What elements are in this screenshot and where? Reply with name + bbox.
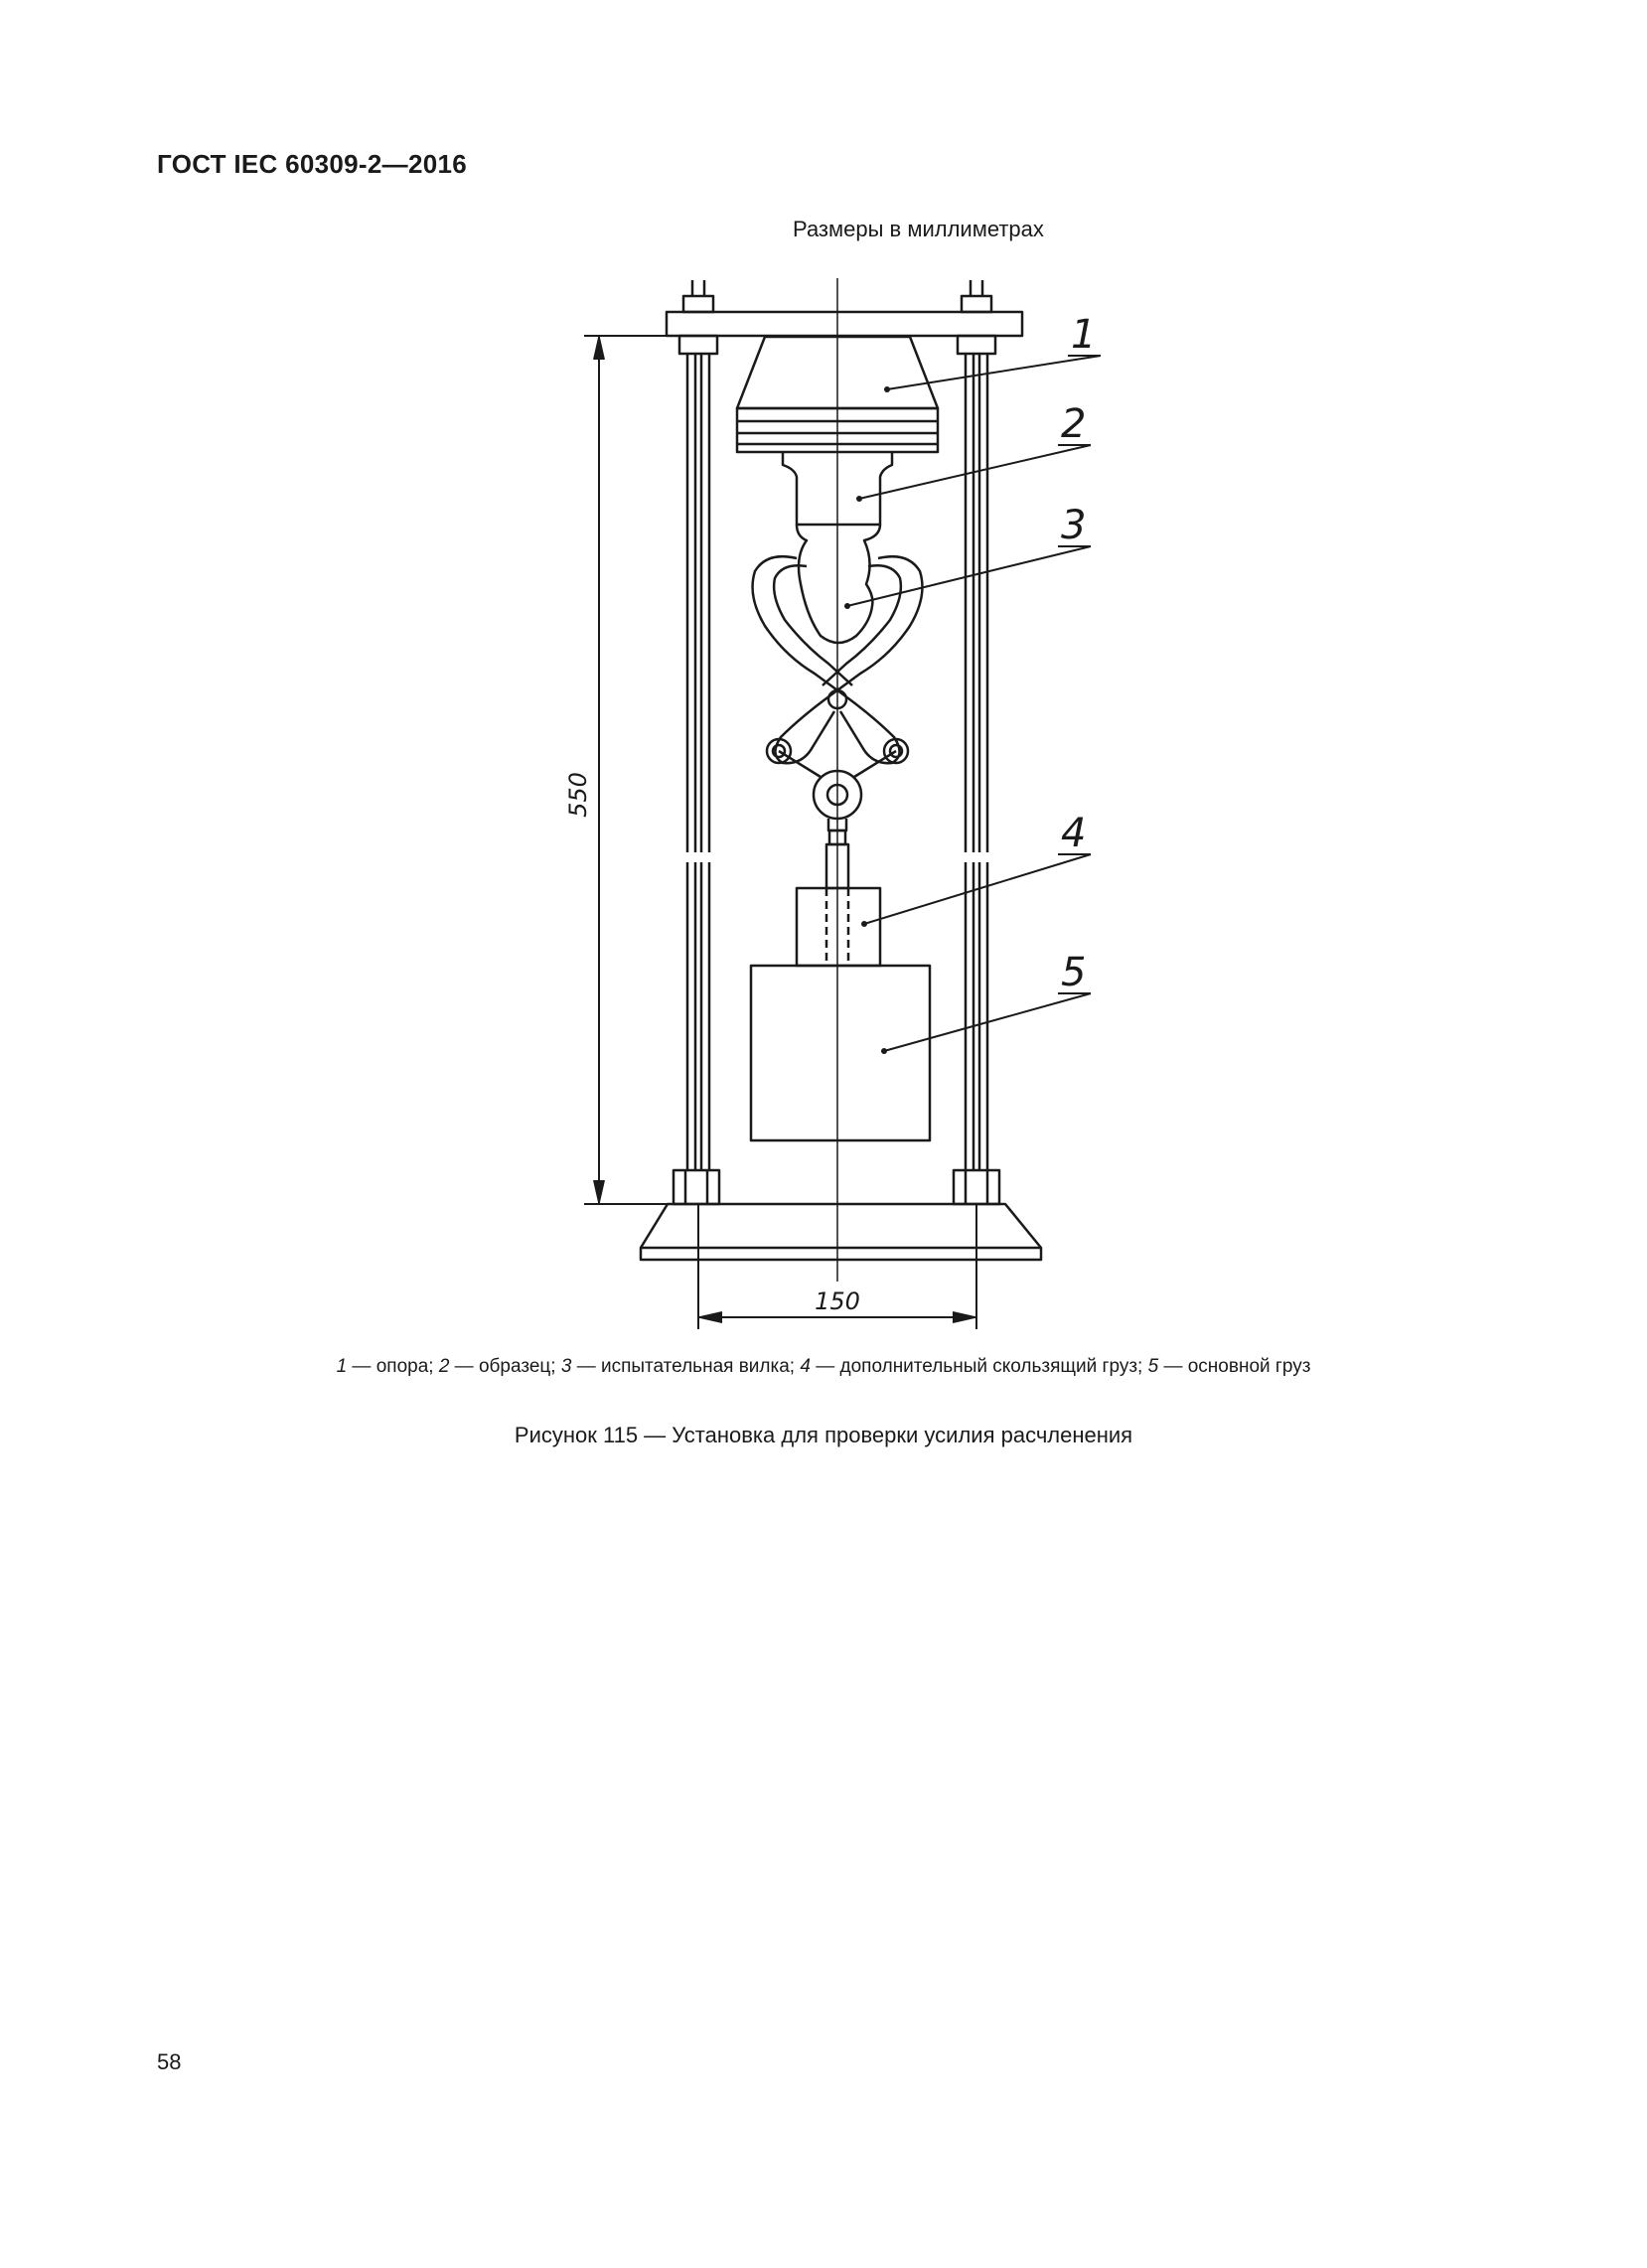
top-plate [667,312,1022,336]
legend-num-4: 4 [800,1356,811,1377]
legend-text-1: — опора; [347,1356,439,1377]
legend-text-2: — образец; [449,1356,561,1377]
main-weight [751,966,930,1140]
legend-text-4: — дополнительный скользящий груз; [810,1356,1148,1377]
figure-legend [0,1356,1647,1378]
support-rod-left [687,354,709,1170]
legend-text-5: — основной груз [1158,1356,1311,1377]
callout-1: 1 [1071,312,1097,358]
height-dimension-value: 550 [564,772,592,818]
callout-dots [844,386,890,1054]
sliding-weight [797,831,880,966]
test-apparatus-drawing [536,268,1097,1341]
callout-4: 4 [1061,811,1087,856]
drawing-svg [536,268,1097,1341]
page-number: 58 [157,2049,182,2074]
legend-num-5: 5 [1147,1356,1159,1377]
legend-num-1: 1 [336,1356,348,1377]
figure-caption: Рисунок 115 — Установка для проверки усилия расчленения [514,1423,1133,1447]
top-nut-left [679,280,717,354]
base-plate [641,1204,1041,1260]
width-dimension-value: 150 [815,1287,860,1315]
legend-num-3: 3 [560,1356,572,1377]
bottom-nut-right [954,1170,999,1204]
top-nut-right [958,280,995,354]
units-note: Размеры в миллиметрах [793,217,1044,241]
callout-2: 2 [1061,401,1087,447]
document-header: ГОСТ IEC 60309-2—2016 [157,149,467,179]
height-dimension [584,336,679,1204]
legend-num-2: 2 [438,1356,450,1377]
support-rod-right [966,354,987,1170]
callout-3: 3 [1061,503,1087,548]
callout-5: 5 [1061,950,1087,995]
bottom-nut-left [674,1170,719,1204]
legend-text-3: — испытательная вилка; [571,1356,801,1377]
